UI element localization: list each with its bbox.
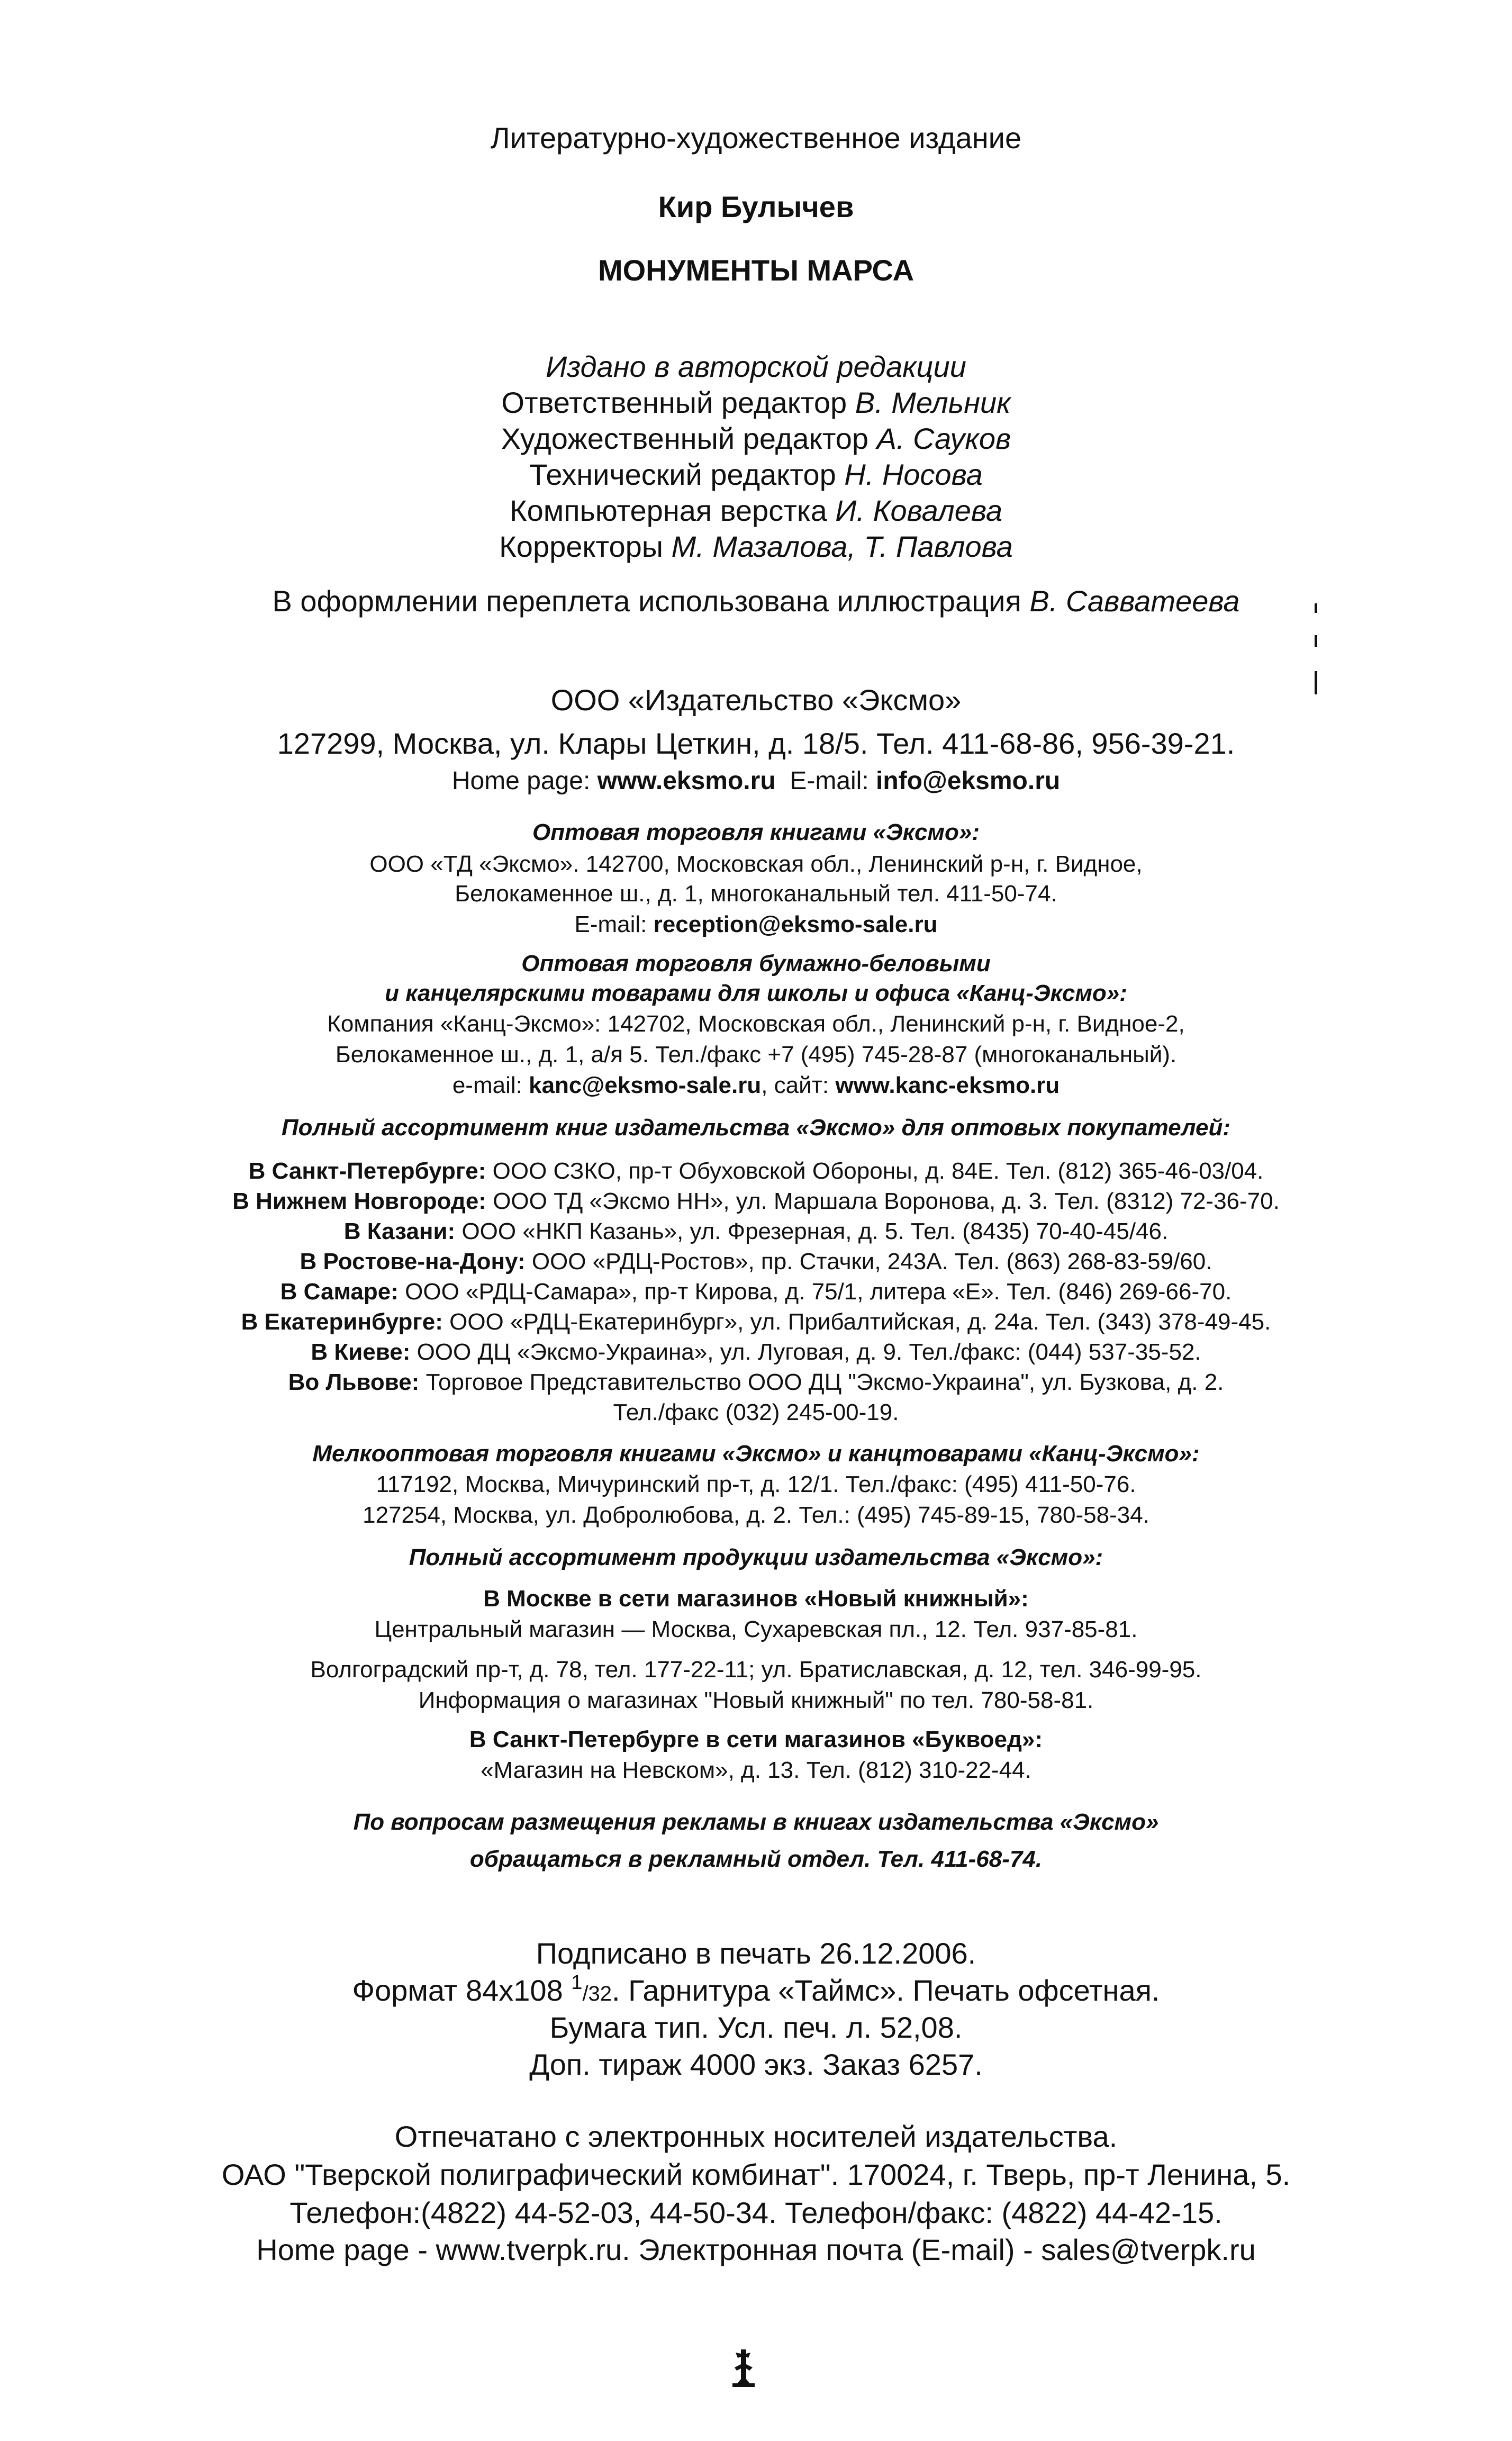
regional-item: В Санкт-Петербурге: ООО СЗКО, пр-т Обуховской Обороны, д. 84Е. Тел. (812) 365-46-03/04.	[248, 1158, 1264, 1184]
wholesale-books-heading: Оптовая торговля книгами «Эксмо»:	[532, 819, 980, 845]
print-paper: Бумага тип. Усл. печ. л. 52,08.	[549, 2011, 963, 2044]
wholesale-books-email: E-mail: reception@eksmo-sale.ru	[574, 911, 938, 937]
printer-line: Home page - www.tverpk.ru. Электронная почта (E-mail) - sales@tverpk.ru	[256, 2233, 1256, 2266]
publisher-home-link: www.eksmo.ru	[597, 767, 776, 795]
credit-line-edition: Издано в авторской редакции	[546, 350, 966, 383]
regional-item-extra: Тел./факс (032) 245-00-19.	[613, 1399, 899, 1425]
book-title: МОНУМЕНТЫ МАРСА	[597, 254, 915, 287]
retail-moscow-line: Информация о магазинах "Новый книжный" по тел. 780-58-81.	[418, 1687, 1094, 1713]
regional-item: В Казани: ООО «НКП Казань», ул. Фрезерная, д. 5. Тел. (8435) 70-40-45/46.	[343, 1218, 1169, 1244]
regional-item: В Нижнем Новгороде: ООО ТД «Эксмо НН», ул. Маршала Воронова, д. 3. Тел. (8312) 72-36-70.	[232, 1188, 1280, 1214]
stationery-line: Белокаменное ш., д. 1, а/я 5. Тел./факс +7 (495) 745-28-87 (многоканальный).	[335, 1042, 1177, 1068]
publisher-web: Home page: www.eksmo.ru E-mail: info@eksmo.ru	[451, 767, 1061, 795]
print-format: Формат 84х108 $^1$/32. Гарнитура «Таймс». Печать офсетная.	[352, 1972, 1160, 2007]
publisher-email: info@eksmo.ru	[876, 767, 1061, 795]
printer-logo-icon	[725, 2348, 762, 2388]
publisher-name: ООО «Издательство «Эксмо»	[550, 683, 962, 717]
credit-line-tech-editor: Технический редактор Н. Носова	[529, 458, 983, 491]
genre-line: Литературно-художественное издание	[490, 121, 1022, 155]
margin-mark	[1315, 635, 1317, 647]
advertising-line: обращаться в рекламный отдел. Тел. 411-68-74.	[469, 1846, 1043, 1872]
retail-moscow-heading: В Москве в сети магазинов «Новый книжный»:	[483, 1586, 1029, 1612]
printer-line: Телефон:(4822) 44-52-03, 44-50-34. Телефон/факс: (4822) 44-42-15.	[289, 2196, 1223, 2229]
credit-line-art-editor: Художественный редактор А. Сауков	[501, 422, 1011, 455]
wholesale-books-line: Белокаменное ш., д. 1, многоканальный тел. 411-50-74.	[455, 881, 1057, 907]
regional-heading: Полный ассортимент книг издательства «Эксмо» для оптовых покупателей:	[282, 1115, 1230, 1141]
credit-line-proofreaders: Корректоры М. Мазалова, Т. Павлова	[499, 530, 1013, 563]
retail-moscow-line: Волгоградский пр-т, д. 78, тел. 177-22-11; ул. Братиславская, д. 12, тел. 346-99-95.	[310, 1657, 1202, 1683]
regional-item: Во Львове: Торговое Представительство ООО ДЦ "Эксмо-Украина", ул. Бузкова, д. 2.	[288, 1369, 1224, 1395]
advertising-line: По вопросам размещения рекламы в книгах издательства «Эксмо»	[353, 1809, 1159, 1835]
publisher-address: 127299, Москва, ул. Клары Цеткин, д. 18/5. Тел. 411-68-86, 956-39-21.	[277, 727, 1235, 760]
small-wholesale-line: 117192, Москва, Мичуринский пр-т, д. 12/1. Тел./факс: (495) 411-50-76.	[376, 1471, 1136, 1497]
retail-spb-heading: В Санкт-Петербурге в сети магазинов «Буквоед»:	[469, 1726, 1043, 1752]
printer-line: Отпечатано с электронных носителей издательства.	[394, 2120, 1118, 2153]
author-name: Кир Булычев	[658, 190, 854, 223]
retail-moscow-line: Центральный магазин — Москва, Сухаревская пл., 12. Тел. 937-85-81.	[374, 1616, 1138, 1642]
margin-mark	[1315, 603, 1317, 613]
credit-line-editor: Ответственный редактор В. Мельник	[501, 386, 1011, 419]
regional-item: В Ростове-на-Дону: ООО «РДЦ-Ростов», пр. Стачки, 243А. Тел. (863) 268-83-59/60.	[300, 1249, 1212, 1274]
regional-item: В Самаре: ООО «РДЦ-Самара», пр-т Кирова, д. 75/1, литера «Е». Тел. (846) 269-66-70.	[280, 1279, 1232, 1305]
stationery-contacts: e-mail: kanc@eksmo-sale.ru, сайт: www.kanc-eksmo.ru	[452, 1072, 1060, 1098]
stationery-heading: Оптовая торговля бумажно-беловыми	[521, 951, 991, 977]
retail-spb-line: «Магазин на Невском», д. 13. Тел. (812) 310-22-44.	[481, 1757, 1031, 1783]
retail-heading: Полный ассортимент продукции издательства «Эксмо»:	[409, 1544, 1103, 1570]
regional-item: В Екатеринбурге: ООО «РДЦ-Екатеринбург», ул. Прибалтийская, д. 24а. Тел. (343) 378-49-45.	[241, 1309, 1271, 1335]
small-wholesale-line: 127254, Москва, ул. Добролюбова, д. 2. Тел.: (495) 745-89-15, 780-58-34.	[363, 1502, 1149, 1528]
print-signed: Подписано в печать 26.12.2006.	[536, 1937, 976, 1970]
credit-line-layout: Компьютерная верстка И. Ковалева	[509, 494, 1002, 527]
stationery-line: Компания «Канц-Эксмо»: 142702, Московская обл., Ленинский р-н, г. Видное-2,	[327, 1011, 1185, 1037]
printer-line: ОАО "Тверской полиграфический комбинат". 170024, г. Тверь, пр-т Ленина, 5.	[221, 2158, 1291, 2191]
small-wholesale-heading: Мелкооптовая торговля книгами «Эксмо» и канцтоварами «Канц-Эксмо»:	[312, 1441, 1200, 1467]
stationery-heading: и канцелярскими товарами для школы и офиса «Канц-Эксмо»:	[385, 980, 1127, 1006]
print-run: Доп. тираж 4000 экз. Заказ 6257.	[529, 2048, 983, 2081]
wholesale-books-line: ООО «ТД «Эксмо». 142700, Московская обл., Ленинский р-н, г. Видное,	[369, 851, 1143, 877]
cover-illustration-note: В оформлении переплета использована иллюстрация В. Савватеева	[272, 584, 1240, 618]
regional-item: В Киеве: ООО ДЦ «Эксмо-Украина», ул. Луговая, д. 9. Тел./факс: (044) 537-35-52.	[311, 1339, 1201, 1365]
